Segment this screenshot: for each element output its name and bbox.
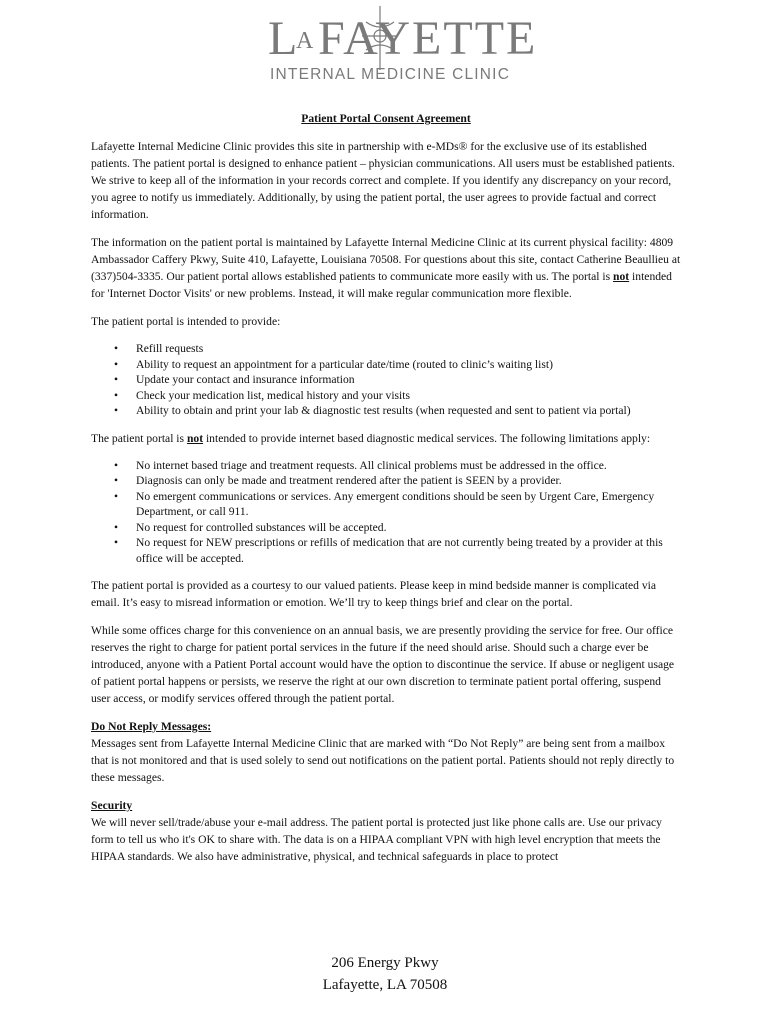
list-item: • Ability to obtain and print your lab & diagnostic test results (when requested and sent to patient via portal) (136, 403, 681, 419)
logo-name-rest: FAYETTE (318, 12, 538, 65)
logo-subtitle: INTERNAL MEDICINE CLINIC (270, 66, 511, 83)
intro-paragraph: Lafayette Internal Medicine Clinic provides this site in partnership with e-MDs® for the exclusive use of its established patients. The patient portal is designed to enhance patient – physician communications. All users must be established patients. We strive to keep all of the information in your records correct and complete. If you identify any discrepancy on your record, you agree to notify us immediately. Additionally, by using the patient portal, the user agrees to provide factual and correct information. (91, 140, 675, 221)
intended-list (91, 341, 681, 419)
fees-paragraph: While some offices charge for this convenience on an annual basis, we are presently providing the service for free. Our office reserves the right to charge for patient portal services in the future if the need should arise. Should such a charge ever be introduced, anyone with a Patient Portal account would have the option to discontinue the service. If abuse or negligent usage of patient portal happens or persists, we reserve the right at our own discretion to terminate patient portal offering, suspend user access, or modify services offered through the patient portal. (91, 624, 675, 705)
footer-address-line2: Lafayette, LA 70508 (322, 977, 448, 993)
list-item: • Update your contact and insurance information (136, 372, 681, 388)
limitations-intro (91, 430, 681, 447)
donotreply-heading: Do Not Reply Messages: (91, 720, 212, 733)
logo-name: L (268, 12, 299, 65)
clinic-logo (0, 0, 770, 90)
limitations-text-2: intended to provide internet based diagnostic medical services. The following limitations apply: (203, 431, 651, 445)
limitations-list (91, 458, 681, 567)
intended-intro: The patient portal is intended to provide: (91, 315, 281, 328)
limitations-emphasis: not (186, 431, 204, 445)
limitations-text-1: The patient portal is (91, 431, 187, 445)
page-title: Patient Portal Consent Agreement (301, 112, 471, 125)
list-item: • No emergent communications or services. Any emergent conditions should be seen by Urgent Care, Emergency Department, or call 911. (136, 489, 681, 520)
donotreply-text: Messages sent from Lafayette Internal Medicine Clinic that are marked with “Do Not Reply” are being sent from a mailbox that is not monitored and that is used solely to send out notifications on the patient portal. Patients should not reply directly to these messages. (91, 737, 675, 784)
portal-info-text-1: The information on the patient portal is maintained by Lafayette Internal Medicine Clinic at its current physical facility: 4809 Ambassador Caffery Pkwy, Suite 410, Lafayette, Louisiana 70508. For questions about this site, contact Catherine Beaullieu at (337)504-3335. Our patient portal allows established patients to communicate more easily with us. The portal is (91, 236, 681, 283)
portal-info-text-2: intended for 'Internet Doctor Visits' or new problems. Instead, it will make regular communication more flexible. (91, 270, 672, 300)
logo-name-small-a: A (296, 28, 314, 54)
list-item: • No request for NEW prescriptions or refills of medication that are not currently being treated by a provider at this office will be accepted. (136, 535, 681, 566)
list-item: • Diagnosis can only be made and treatment rendered after the patient is SEEN by a provider. (136, 473, 681, 489)
list-item: • Ability to request an appointment for a particular date/time (routed to clinic’s waiting list) (136, 357, 681, 373)
list-item: • Check your medication list, medical history and your visits (136, 388, 681, 404)
portal-info-emphasis: not (613, 270, 630, 283)
document-body (91, 110, 681, 876)
footer-address-line1: 206 Energy Pkwy (331, 955, 439, 971)
clinic-logo-graphic (262, 2, 538, 90)
security-heading: Security (91, 799, 133, 812)
security-text: We will never sell/trade/abuse your e-mail address. The patient portal is protected just like phone calls are. Use our privacy form to tell us who it's OK to share with. The data is on a HIPAA compliant VPN with high level encryption that meets the HIPAA standards. We also have administrative, physical, and technical safeguards in place to protect (91, 816, 662, 863)
list-item: • Refill requests (136, 341, 681, 357)
courtesy-paragraph: The patient portal is provided as a courtesy to our valued patients. Please keep in mind bedside manner is complicated via email. It’s easy to misread information or emotion. We’ll try to keep things brief and clear on the portal. (91, 579, 657, 609)
list-item: • No internet based triage and treatment requests. All clinical problems must be addressed in the office. (136, 458, 681, 474)
portal-info-paragraph (91, 234, 681, 302)
list-item: • No request for controlled substances will be accepted. (136, 520, 681, 536)
